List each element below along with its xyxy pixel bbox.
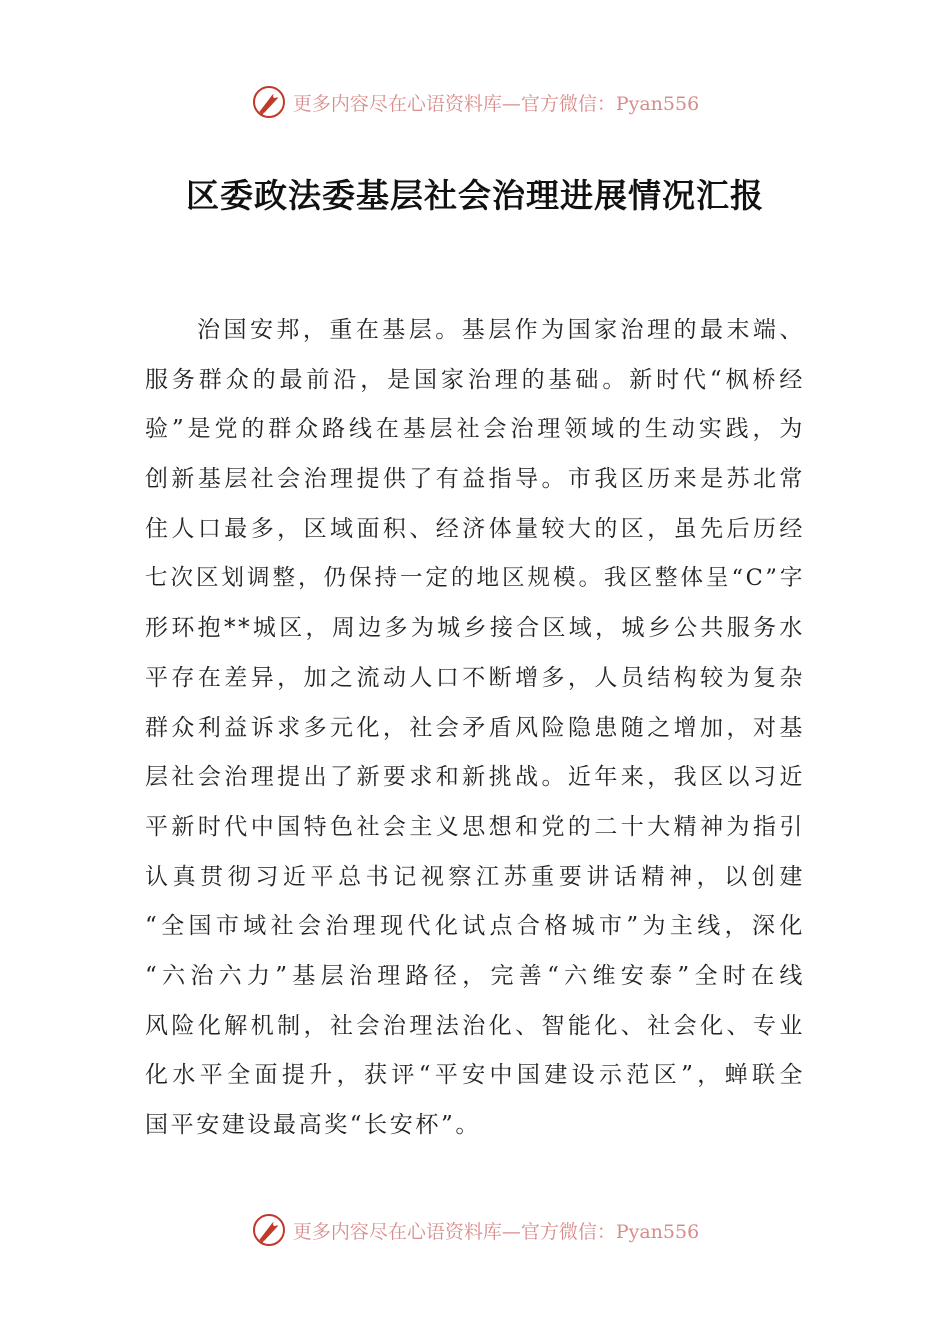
watermark-text: 更多内容尽在心语资料库—官方微信：Pyan556 xyxy=(292,1220,700,1243)
footer-watermark xyxy=(0,1210,950,1250)
body-line: 七次区划调整，仍保持一定的地区规模。我区整体呈“C”字 xyxy=(145,565,805,592)
body-line: 创新基层社会治理提供了有益指导。市我区历来是苏北常 xyxy=(145,466,805,493)
body-line: 形环抱**城区，周边多为城乡接合区域，城乡公共服务水 xyxy=(145,615,805,642)
body-line: 平存在差异，加之流动人口不断增多，人员结构较为复杂 xyxy=(145,664,805,691)
body-line: 服务群众的最前沿，是国家治理的基础。新时代“枫桥经 xyxy=(145,366,805,393)
body-line: 风险化解机制，社会治理法治化、智能化、社会化、专业 xyxy=(145,1012,805,1039)
body-line: 认真贯彻习近平总书记视察江苏重要讲话精神，以创建 xyxy=(145,863,805,890)
pen-nib-icon xyxy=(251,84,287,120)
body-line: 层社会治理提出了新要求和新挑战。近年来，我区以习近 xyxy=(145,764,805,791)
pen-nib-icon xyxy=(251,1212,287,1248)
watermark-text: 更多内容尽在心语资料库—官方微信：Pyan556 xyxy=(292,92,700,115)
body-line: 群众利益诉求多元化，社会矛盾风险隐患随之增加，对基 xyxy=(145,714,805,741)
body-line: “六治六力”基层治理路径，完善“六维安泰”全时在线 xyxy=(145,962,805,989)
body-line: 国平安建设最高奖“长安杯”。 xyxy=(145,1112,481,1138)
body-line: 化水平全面提升，获评“平安中国建设示范区”，蝉联全 xyxy=(145,1062,805,1089)
document-body xyxy=(145,306,805,1151)
header-watermark xyxy=(0,82,950,122)
body-line: 住人口最多，区域面积、经济体量较大的区，虽先后历经 xyxy=(145,515,805,542)
document-title: 区委政法委基层社会治理进展情况汇报 xyxy=(186,176,764,215)
body-line: 验”是党的群众路线在基层社会治理领域的生动实践，为 xyxy=(145,416,805,443)
body-line: “全国市域社会治理现代化试点合格城市”为主线，深化 xyxy=(145,913,805,940)
body-line: 治国安邦，重在基层。基层作为国家治理的最末端、 xyxy=(197,317,805,343)
body-line: 平新时代中国特色社会主义思想和党的二十大精神为指引 xyxy=(145,813,805,840)
